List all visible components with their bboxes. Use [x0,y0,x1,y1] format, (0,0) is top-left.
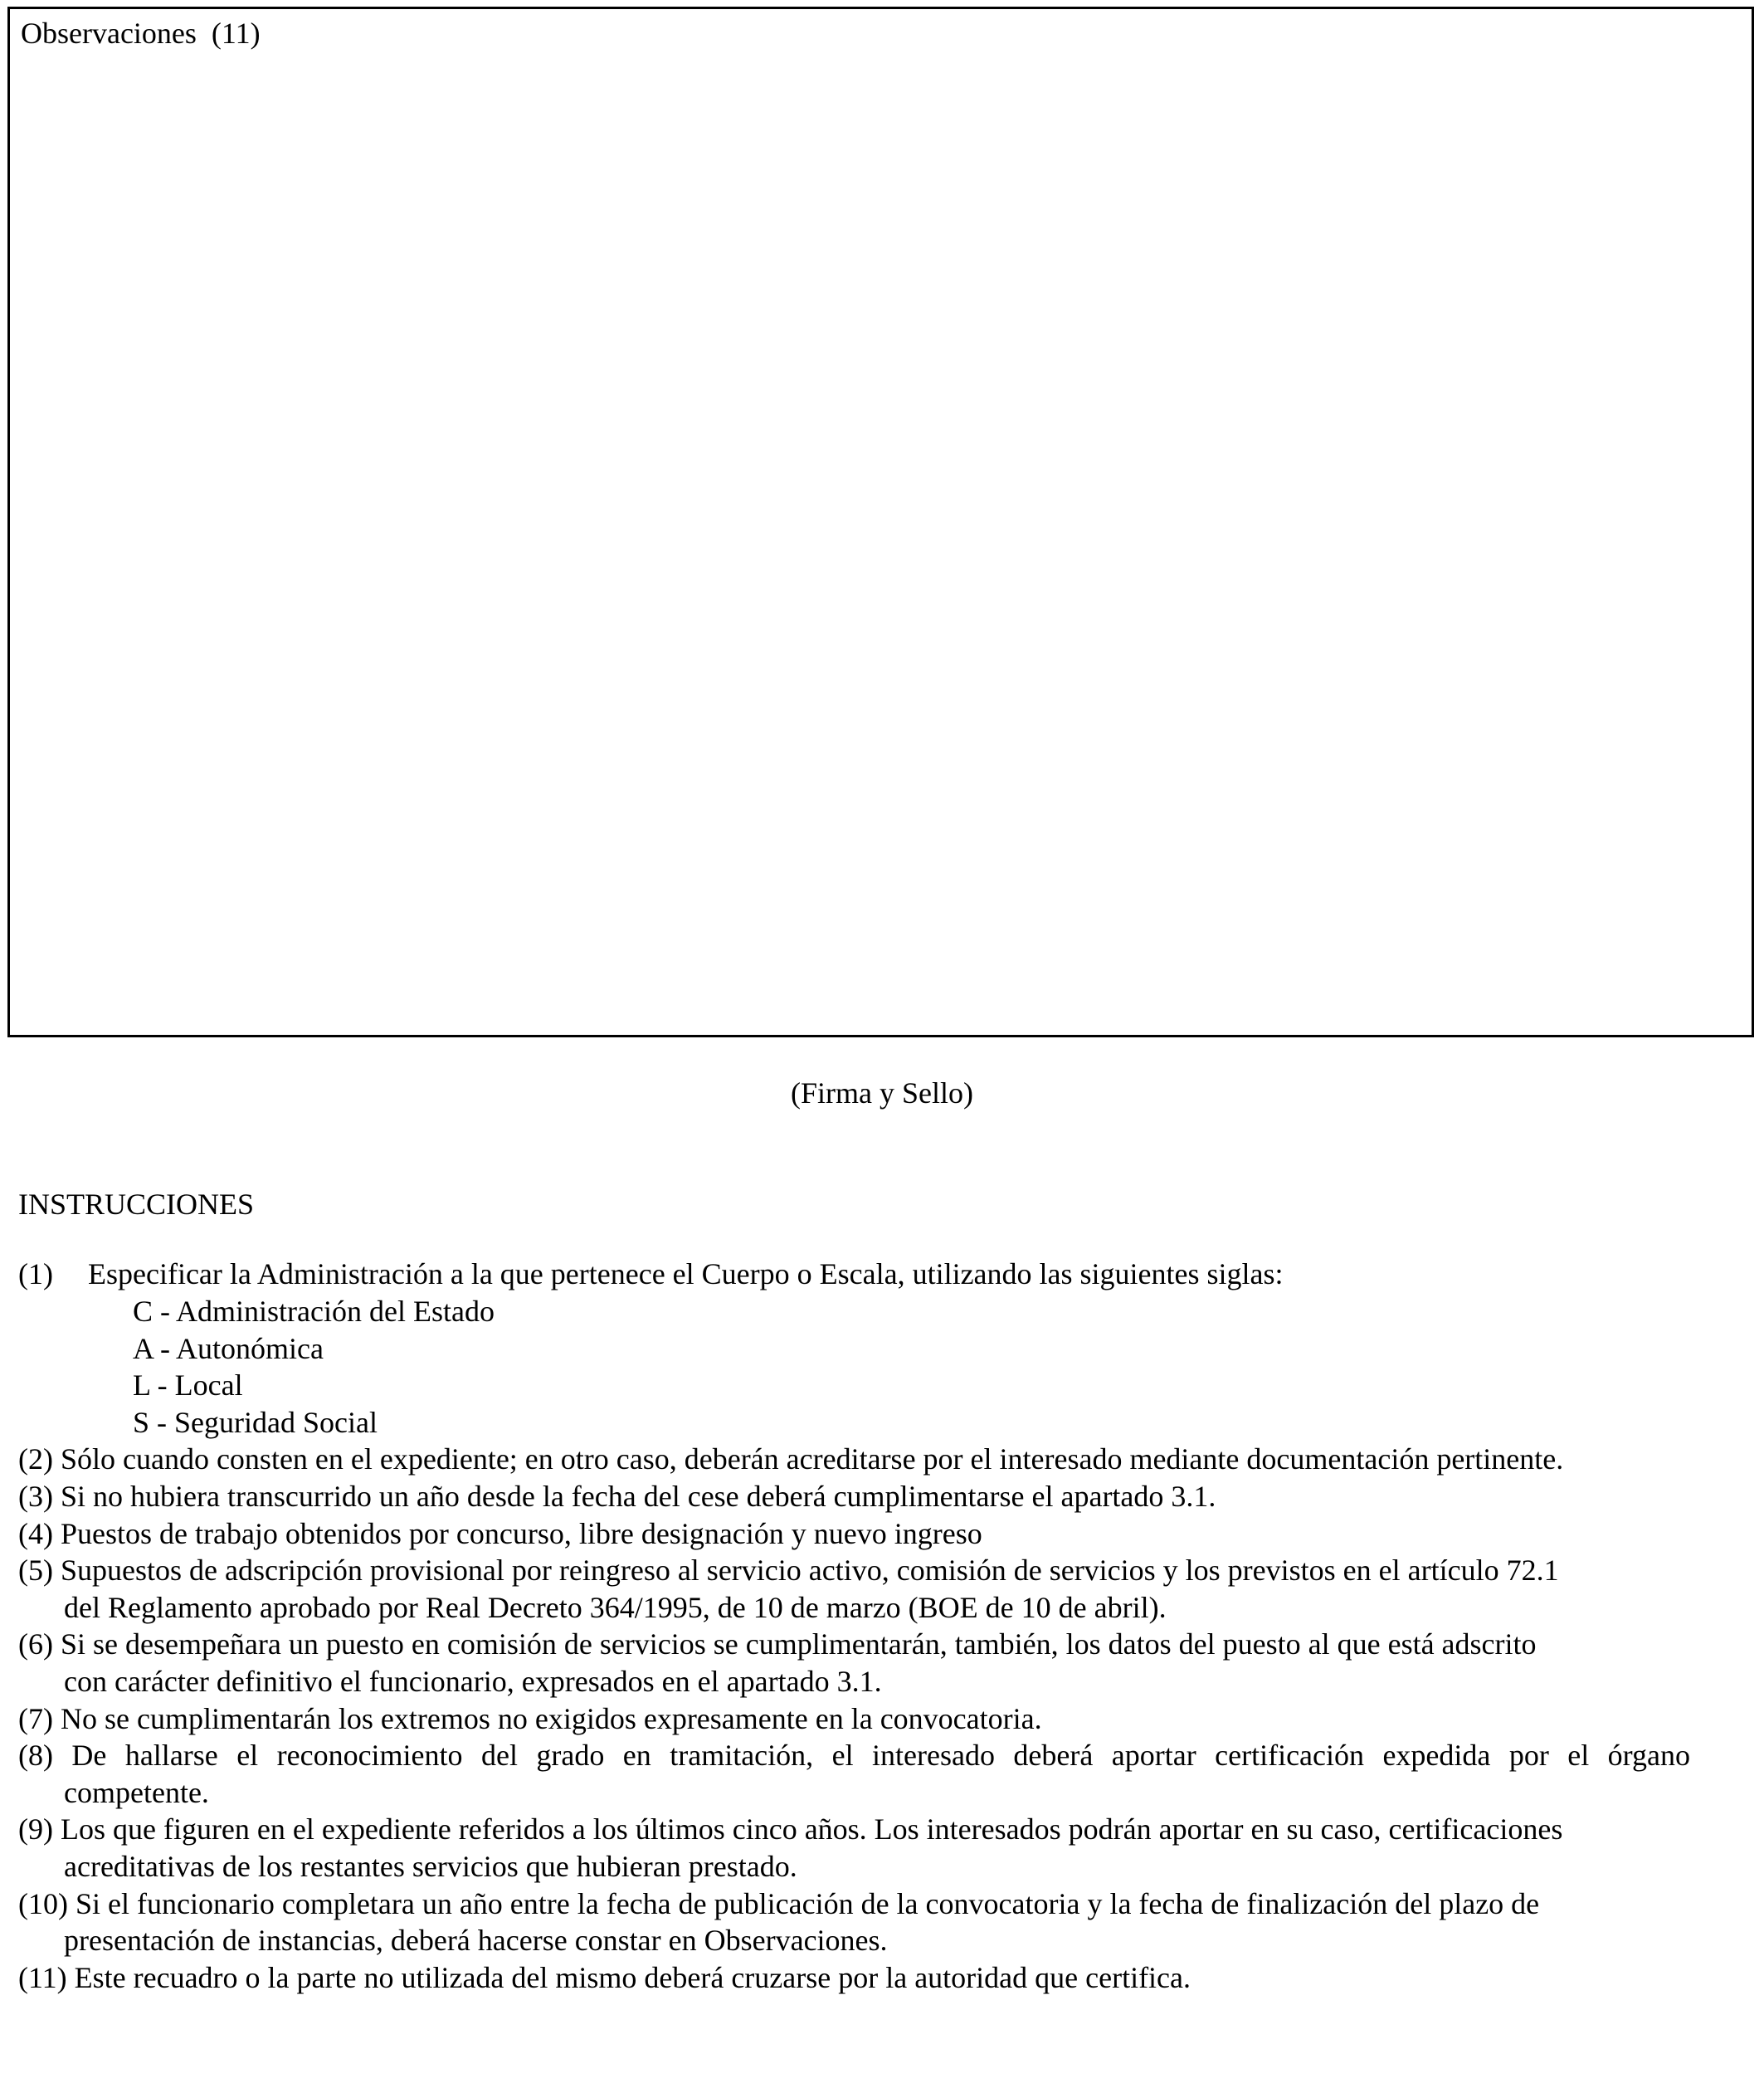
item-1-text: Especificar la Administración a la que pertenece el Cuerpo o Escala, utilizando las siguientes siglas: [88,1257,1284,1290]
firma-y-sello: (Firma y Sello) [791,1076,973,1110]
instrucciones-title: INSTRUCCIONES [18,1188,255,1221]
sigla-a: A - Autonómica [133,1332,324,1365]
observaciones-box[interactable] [7,7,1754,1037]
instruccion-6-cont: con carácter definitivo el funcionario, expresados en el apartado 3.1. [64,1665,882,1698]
instruccion-8: (8) De hallarse el reconocimiento del grado en tramitación, el interesado deberá aportar certificación expedida por el órgano [18,1739,1690,1772]
sigla-c: C - Administración del Estado [133,1295,495,1328]
instruccion-2: (2) Sólo cuando consten en el expediente; en otro caso, deberán acreditarse por el interesado mediante documentación pertinente. [18,1442,1564,1476]
instruccion-10: (10) Si el funcionario completara un año entre la fecha de publicación de la convocatoria y la fecha de finalización del plazo de [18,1887,1540,1920]
instruccion-5: (5) Supuestos de adscripción provisional por reingreso al servicio activo, comisión de servicios y los previstos en el artículo 72.1 [18,1554,1559,1587]
instruccion-7: (7) No se cumplimentarán los extremos no exigidos expresamente en la convocatoria. [18,1702,1042,1735]
instruccion-9-cont: acreditativas de los restantes servicios que hubieran prestado. [64,1850,797,1883]
instruccion-9: (9) Los que figuren en el expediente referidos a los últimos cinco años. Los interesados podrán aportar en su caso, certificaciones [18,1812,1563,1846]
instruccion-3: (3) Si no hubiera transcurrido un año desde la fecha del cese deberá cumplimentarse el apartado 3.1. [18,1480,1216,1513]
instruccion-5-cont: del Reglamento aprobado por Real Decreto 364/1995, de 10 de marzo (BOE de 10 de abril). [64,1591,1167,1624]
item-1-number: (1) [18,1257,53,1290]
instruccion-10-cont: presentación de instancias, deberá hacerse constar en Observaciones. [64,1924,888,1957]
instruccion-8-cont: competente. [64,1776,209,1809]
instruccion-11: (11) Este recuadro o la parte no utilizada del mismo deberá cruzarse por la autoridad que certifica. [18,1961,1191,1994]
instruccion-4: (4) Puestos de trabajo obtenidos por concurso, libre designación y nuevo ingreso [18,1517,982,1550]
observaciones-label: Observaciones (11) [21,17,261,50]
sigla-l: L - Local [133,1368,243,1402]
instruccion-6: (6) Si se desempeñara un puesto en comisión de servicios se cumplimentarán, también, los datos del puesto al que está adscrito [18,1627,1537,1661]
sigla-s: S - Seguridad Social [133,1406,378,1439]
